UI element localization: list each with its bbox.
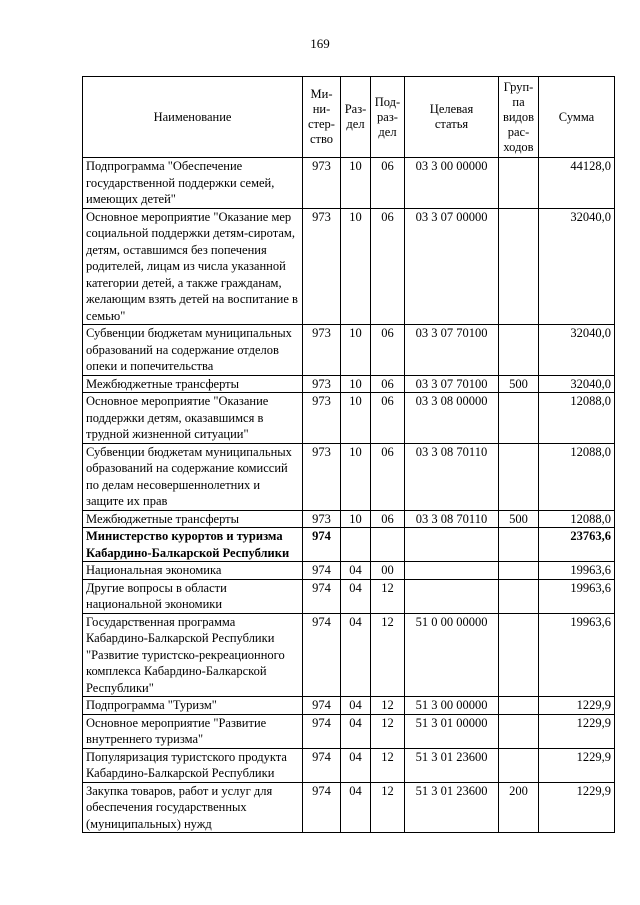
cell-name: Другие вопросы в области национальной экономики xyxy=(83,579,303,613)
table-row xyxy=(83,782,615,833)
cell-ministry: 973 xyxy=(303,443,341,510)
cell-subsection: 12 xyxy=(371,697,405,715)
cell-sum: 19963,6 xyxy=(539,579,615,613)
cell-subsection: 06 xyxy=(371,325,405,376)
header-section: Раз- дел xyxy=(341,77,371,158)
cell-sum: 1229,9 xyxy=(539,782,615,833)
cell-target: 03 3 08 70110 xyxy=(405,510,499,528)
cell-subsection: 12 xyxy=(371,782,405,833)
cell-subsection: 06 xyxy=(371,158,405,209)
cell-group xyxy=(499,714,539,748)
cell-sum: 44128,0 xyxy=(539,158,615,209)
cell-group xyxy=(499,697,539,715)
table-row xyxy=(83,325,615,376)
cell-section: 04 xyxy=(341,562,371,580)
cell-group xyxy=(499,748,539,782)
cell-name: Основное мероприятие "Оказание поддержки детям, оказавшимся в трудной жизненной ситуации" xyxy=(83,393,303,444)
cell-section: 10 xyxy=(341,208,371,325)
header-subsection: Под- раз- дел xyxy=(371,77,405,158)
cell-section: 04 xyxy=(341,714,371,748)
header-ministry: Ми- ни- стер- ство xyxy=(303,77,341,158)
cell-name: Государственная программа Кабардино-Балкарской Республики "Развитие туристско-рекреационного комплекса Кабардино-Балкарской Республики" xyxy=(83,613,303,697)
cell-group xyxy=(499,562,539,580)
cell-target: 03 3 07 70100 xyxy=(405,325,499,376)
cell-ministry: 974 xyxy=(303,748,341,782)
cell-section xyxy=(341,528,371,562)
cell-sum: 32040,0 xyxy=(539,208,615,325)
cell-subsection: 12 xyxy=(371,613,405,697)
cell-ministry: 974 xyxy=(303,528,341,562)
cell-subsection: 00 xyxy=(371,562,405,580)
table-row xyxy=(83,158,615,209)
cell-section: 10 xyxy=(341,393,371,444)
cell-subsection: 06 xyxy=(371,393,405,444)
cell-sum: 1229,9 xyxy=(539,748,615,782)
cell-target xyxy=(405,562,499,580)
cell-group: 500 xyxy=(499,510,539,528)
cell-subsection: 12 xyxy=(371,748,405,782)
cell-name: Межбюджетные трансферты xyxy=(83,375,303,393)
header-group: Груп- па видов рас- ходов xyxy=(499,77,539,158)
cell-target: 51 3 01 00000 xyxy=(405,714,499,748)
cell-name: Подпрограмма "Туризм" xyxy=(83,697,303,715)
cell-target: 51 3 00 00000 xyxy=(405,697,499,715)
cell-target: 03 3 08 70110 xyxy=(405,443,499,510)
cell-section: 04 xyxy=(341,697,371,715)
cell-ministry: 973 xyxy=(303,208,341,325)
cell-ministry: 974 xyxy=(303,782,341,833)
cell-name: Национальная экономика xyxy=(83,562,303,580)
cell-group xyxy=(499,158,539,209)
table-row xyxy=(83,528,615,562)
table-row xyxy=(83,510,615,528)
cell-subsection: 06 xyxy=(371,375,405,393)
cell-section: 04 xyxy=(341,782,371,833)
cell-target: 51 3 01 23600 xyxy=(405,748,499,782)
table-row xyxy=(83,579,615,613)
cell-group xyxy=(499,208,539,325)
cell-subsection: 12 xyxy=(371,579,405,613)
cell-target: 51 3 01 23600 xyxy=(405,782,499,833)
cell-ministry: 973 xyxy=(303,510,341,528)
table-row xyxy=(83,375,615,393)
cell-target: 03 3 00 00000 xyxy=(405,158,499,209)
cell-ministry: 973 xyxy=(303,375,341,393)
cell-sum: 19963,6 xyxy=(539,613,615,697)
cell-section: 04 xyxy=(341,748,371,782)
cell-ministry: 974 xyxy=(303,714,341,748)
cell-sum: 1229,9 xyxy=(539,697,615,715)
cell-sum: 12088,0 xyxy=(539,393,615,444)
table-row xyxy=(83,208,615,325)
cell-name: Популяризация туристского продукта Кабардино-Балкарской Республики xyxy=(83,748,303,782)
table-row xyxy=(83,697,615,715)
header-sum: Сумма xyxy=(539,77,615,158)
cell-section: 10 xyxy=(341,510,371,528)
cell-target: 03 3 07 00000 xyxy=(405,208,499,325)
cell-group xyxy=(499,393,539,444)
cell-group xyxy=(499,613,539,697)
cell-name: Межбюджетные трансферты xyxy=(83,510,303,528)
cell-name: Закупка товаров, работ и услуг для обеспечения государственных (муниципальных) нужд xyxy=(83,782,303,833)
table-row xyxy=(83,714,615,748)
cell-section: 10 xyxy=(341,375,371,393)
cell-subsection: 12 xyxy=(371,714,405,748)
cell-group xyxy=(499,443,539,510)
cell-section: 10 xyxy=(341,325,371,376)
cell-ministry: 973 xyxy=(303,393,341,444)
page-number: 169 xyxy=(310,36,330,51)
cell-section: 10 xyxy=(341,158,371,209)
cell-sum: 23763,6 xyxy=(539,528,615,562)
cell-subsection: 06 xyxy=(371,208,405,325)
table-row xyxy=(83,443,615,510)
cell-sum: 19963,6 xyxy=(539,562,615,580)
cell-section: 04 xyxy=(341,579,371,613)
cell-target xyxy=(405,528,499,562)
cell-ministry: 974 xyxy=(303,579,341,613)
cell-name: Субвенции бюджетам муниципальных образований на содержание комиссий по делам несовершеннолетних и защите их прав xyxy=(83,443,303,510)
cell-name: Министерство курортов и туризма Кабардино-Балкарской Республики xyxy=(83,528,303,562)
cell-sum: 12088,0 xyxy=(539,510,615,528)
cell-target: 03 3 07 70100 xyxy=(405,375,499,393)
table-row xyxy=(83,562,615,580)
cell-section: 04 xyxy=(341,613,371,697)
cell-ministry: 973 xyxy=(303,325,341,376)
table-row xyxy=(83,613,615,697)
cell-group: 500 xyxy=(499,375,539,393)
cell-sum: 32040,0 xyxy=(539,375,615,393)
table-row xyxy=(83,748,615,782)
table-row xyxy=(83,393,615,444)
budget-table xyxy=(82,76,615,833)
header-name: Наименование xyxy=(83,77,303,158)
cell-section: 10 xyxy=(341,443,371,510)
cell-name: Основное мероприятие "Развитие внутреннего туризма" xyxy=(83,714,303,748)
cell-target: 03 3 08 00000 xyxy=(405,393,499,444)
cell-sum: 32040,0 xyxy=(539,325,615,376)
cell-ministry: 974 xyxy=(303,613,341,697)
cell-sum: 1229,9 xyxy=(539,714,615,748)
cell-group xyxy=(499,528,539,562)
header-target: Целевая статья xyxy=(405,77,499,158)
cell-subsection: 06 xyxy=(371,443,405,510)
cell-ministry: 973 xyxy=(303,158,341,209)
cell-target: 51 0 00 00000 xyxy=(405,613,499,697)
cell-group xyxy=(499,579,539,613)
cell-ministry: 974 xyxy=(303,562,341,580)
cell-name: Подпрограмма "Обеспечение государственной поддержки семей, имеющих детей" xyxy=(83,158,303,209)
cell-name: Основное мероприятие "Оказание мер социальной поддержки детям-сиротам, детям, оставшимся без попечения родителей, лицам из числа указанной категории детей, а также гражданам, желающим взять детей на воспитание в семью" xyxy=(83,208,303,325)
cell-target xyxy=(405,579,499,613)
cell-subsection: 06 xyxy=(371,510,405,528)
cell-ministry: 974 xyxy=(303,697,341,715)
cell-name: Субвенции бюджетам муниципальных образований на содержание отделов опеки и попечительства xyxy=(83,325,303,376)
cell-subsection xyxy=(371,528,405,562)
cell-group xyxy=(499,325,539,376)
cell-group: 200 xyxy=(499,782,539,833)
cell-sum: 12088,0 xyxy=(539,443,615,510)
table-body xyxy=(83,158,615,833)
table-header-row xyxy=(83,77,615,158)
